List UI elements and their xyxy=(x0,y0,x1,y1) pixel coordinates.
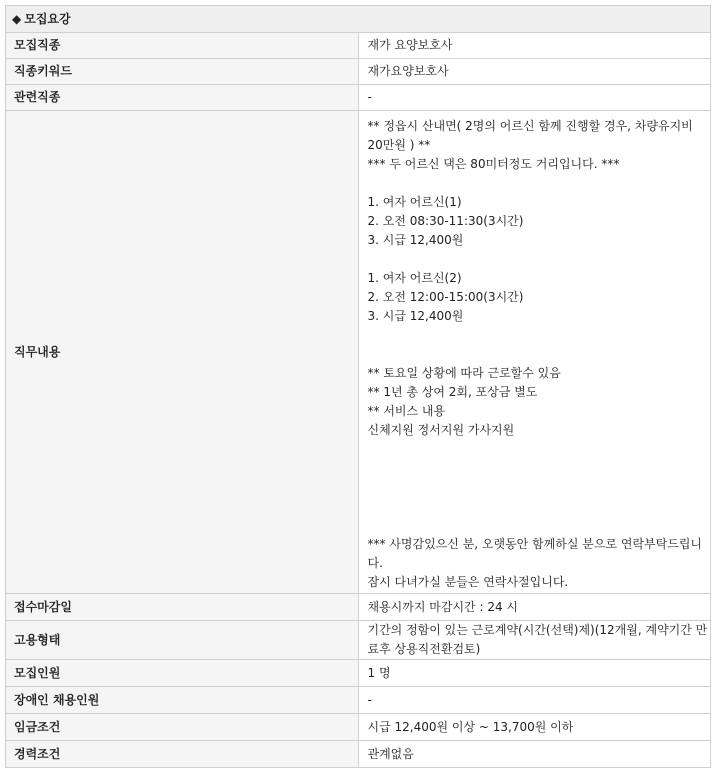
recruitment-info-table xyxy=(5,5,711,768)
table-row xyxy=(6,687,711,714)
diamond-bullet-icon: ◆ xyxy=(12,11,22,26)
wage-value: 시급 12,400원 이상 ~ 13,700원 이하 xyxy=(358,714,711,741)
section-header xyxy=(6,6,711,33)
related-job-label: 관련직종 xyxy=(6,85,359,111)
table-row xyxy=(6,59,711,85)
table-row xyxy=(6,660,711,687)
experience-label: 경력조건 xyxy=(6,741,359,768)
table-row xyxy=(6,714,711,741)
deadline-value: 채용시까지 마감시간 : 24 시 xyxy=(358,594,711,621)
job-type-label: 모집직종 xyxy=(6,33,359,59)
employment-type-value: 기간의 정함이 있는 근로계약(시간(선택)제)(12개월, 계약기간 만료후 상용직전환검토) xyxy=(358,621,711,660)
table-row xyxy=(6,621,711,660)
job-keyword-label: 직종키워드 xyxy=(6,59,359,85)
table-row xyxy=(6,33,711,59)
deadline-label: 접수마감일 xyxy=(6,594,359,621)
disabled-hiring-value: - xyxy=(358,687,711,714)
section-header-row xyxy=(6,6,711,33)
section-title: 모집요강 xyxy=(24,11,71,26)
table-row xyxy=(6,594,711,621)
table-row xyxy=(6,85,711,111)
experience-value: 관계없음 xyxy=(358,741,711,768)
job-description-label: 직무내용 xyxy=(6,111,359,594)
job-type-value: 재가 요양보호사 xyxy=(358,33,711,59)
wage-label: 임금조건 xyxy=(6,714,359,741)
headcount-value: 1 명 xyxy=(358,660,711,687)
employment-type-label: 고용형태 xyxy=(6,621,359,660)
headcount-label: 모집인원 xyxy=(6,660,359,687)
table-row xyxy=(6,111,711,594)
job-description-text: ** 정읍시 산내면( 2명의 어르신 함께 진행할 경우, 차량유지비 20만원 ) ** *** 두 어르신 댁은 80미터정도 거리입니다. *** 1. 여자 어르신(1) 2. 오전 08:30-11:30(3시간) 3. 시급 12,400원 1. 여자 어르신(2) 2. 오전 12:00-15:00(3시간) 3. 시급 12,400원 ** 토요일 상황에 따라 근로할수 있음 ** 1년 총 상여 2회, 포상금 별도 ** 서비스 내용 신체지원 정서지원 가사지원 *** 사명감있으신 분, 오랫동안 함께하실 분으로 연락부탁드립니다. 잠시 다녀가실 분들은 연락사절입니다. xyxy=(358,111,711,594)
disabled-hiring-label: 장애인 채용인원 xyxy=(6,687,359,714)
table-row xyxy=(6,741,711,768)
job-keyword-value: 재가요양보호사 xyxy=(358,59,711,85)
related-job-value: - xyxy=(358,85,711,111)
recruitment-info-panel xyxy=(5,5,711,768)
